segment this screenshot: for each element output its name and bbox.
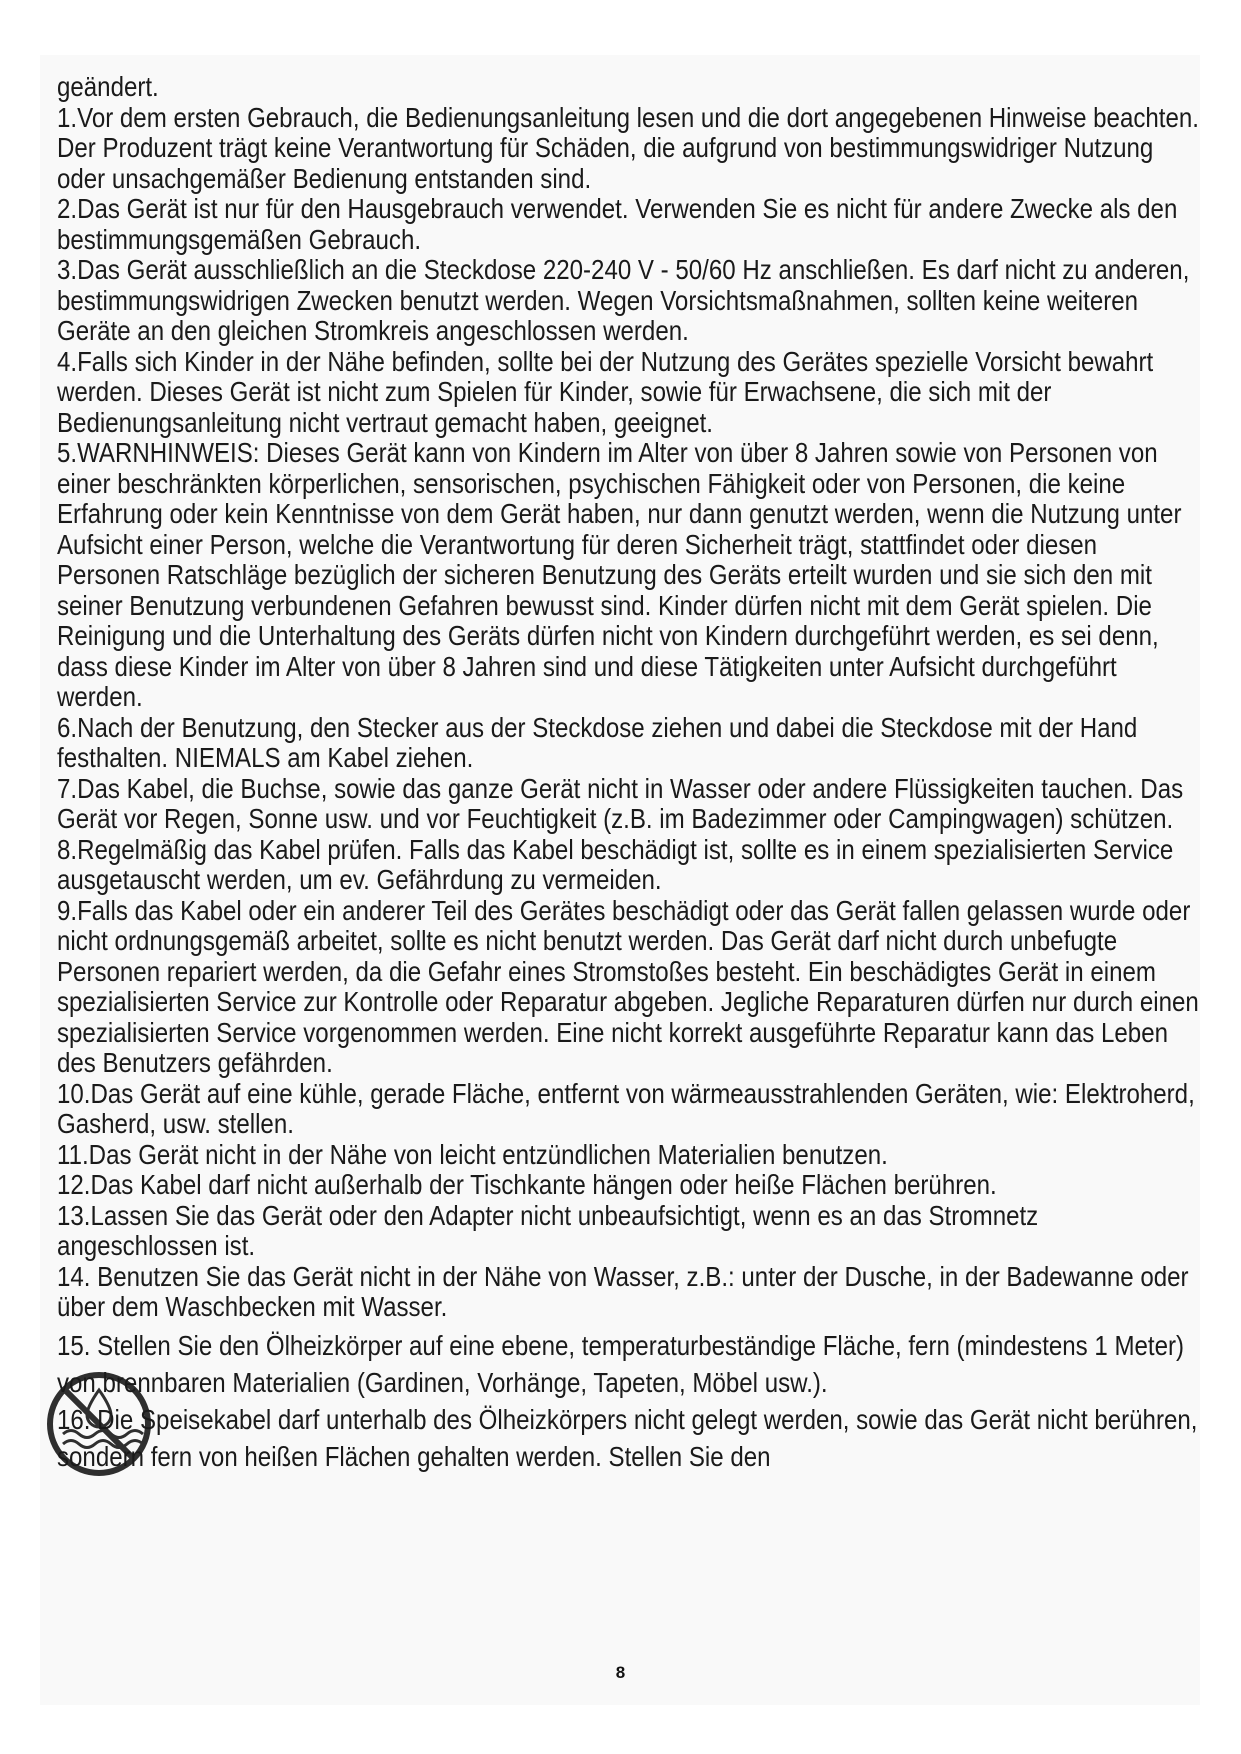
instruction-list-continued bbox=[57, 1327, 1202, 1475]
instruction-item-8: 8.Regelmäßig das Kabel prüfen. Falls das Kabel beschädigt ist, sollte es in einem spezialisierten Service ausgetauscht werden, um ev. Gefährdung zu vermeiden. bbox=[57, 833, 1174, 895]
instruction-item-12: 12.Das Kabel darf nicht außerhalb der Tischkante hängen oder heiße Flächen berühren. bbox=[57, 1169, 997, 1200]
page-number: 8 bbox=[615, 1663, 626, 1682]
instruction-item-4: 4.Falls sich Kinder in der Nähe befinden, sollte bei der Nutzung des Gerätes spezielle Vorsicht bewahrt werden. Dieses Gerät ist nicht zum Spielen für Kinder, sowie für Erwachsene, die sich mit der Bedienungsanleitung nicht vertraut gemacht haben, geeignet. bbox=[57, 345, 1154, 438]
instruction-list bbox=[57, 72, 1202, 1323]
instruction-item-1: 1.Vor dem ersten Gebrauch, die Bedienungsanleitung lesen und die dort angegebenen Hinweise beachten. Der Produzent trägt keine Verantwortung für Schäden, die aufgrund von bestimmungswidriger Nutzung oder unsachgemäßer Bedienung entstanden sind. bbox=[57, 101, 1199, 194]
intro-text: geändert. bbox=[57, 71, 159, 102]
instruction-item-7: 7.Das Kabel, die Buchse, sowie das ganze Gerät nicht in Wasser oder andere Flüssigkeiten tauchen. Das Gerät vor Regen, Sonne usw. und vor Feuchtigkeit (z.B. im Badezimmer oder Campingwagen) schützen. bbox=[57, 772, 1184, 834]
instruction-item-13: 13.Lassen Sie das Gerät oder den Adapter nicht unbeaufsichtigt, wenn es an das Stromnetz angeschlossen ist. bbox=[57, 1199, 1039, 1261]
instruction-item-15: 15. Stellen Sie den Ölheizkörper auf eine ebene, temperaturbeständige Fläche, fern (mindestens 1 Meter) von brennbaren Materialien (Gardinen, Vorhänge, Tapeten, Möbel usw.). bbox=[57, 1329, 1185, 1398]
no-water-icon bbox=[43, 1368, 155, 1480]
instruction-item-2: 2.Das Gerät ist nur für den Hausgebrauch verwendet. Verwenden Sie es nicht für andere Zwecke als den bestimmungsgemäßen Gebrauch. bbox=[57, 193, 1178, 255]
instruction-item-9: 9.Falls das Kabel oder ein anderer Teil des Gerätes beschädigt oder das Gerät fallen gelassen wurde oder nicht ordnungsgemäß arbeitet, sollte es nicht benutzt werden. Das Gerät darf nicht durch unbefugte Personen repariert werden, da die Gefahr eines Stromstoßes besteht. Ein beschädigtes Gerät in einem spezialisierten Service zur Kontrolle oder Reparatur abgeben. Jegliche Reparaturen dürfen nur durch einen spezialisierten Service vorgenommen werden. Eine nicht korrekt ausgeführte Reparatur kann das Leben des Benutzers gefährden. bbox=[57, 894, 1199, 1078]
instruction-item-11: 11.Das Gerät nicht in der Nähe von leicht entzündlichen Materialien benutzen. bbox=[57, 1138, 888, 1170]
instruction-item-14: 14. Benutzen Sie das Gerät nicht in der Nähe von Wasser, z.B.: unter der Dusche, in der Badewanne oder über dem Waschbecken mit Wasser. bbox=[57, 1260, 1189, 1322]
document-body bbox=[57, 72, 1202, 1475]
instruction-item-16: 16. Die Speisekabel darf unterhalb des Ölheizkörpers nicht gelegt werden, sowie das Gerät nicht berühren, sondern fern von heißen Flächen gehalten werden. Stellen Sie den bbox=[57, 1403, 1198, 1472]
instruction-item-6: 6.Nach der Benutzung, den Stecker aus der Steckdose ziehen und dabei die Steckdose mit der Hand festhalten. NIEMALS am Kabel ziehen. bbox=[57, 711, 1138, 773]
instruction-item-10: 10.Das Gerät auf eine kühle, gerade Fläche, entfernt von wärmeausstrahlenden Geräten, wie: Elektroherd, Gasherd, usw. stellen. bbox=[57, 1077, 1195, 1139]
instruction-item-5: 5.WARNHINWEIS: Dieses Gerät kann von Kindern im Alter von über 8 Jahren sowie von Personen von einer beschränkten körperlichen, sensorischen, psychischen Fähigkeit oder von Personen, die keine Erfahrung oder kein Kenntnisse von dem Gerät haben, nur dann genutzt werden, wenn die Nutzung unter Aufsicht einer Person, welche die Verantwortung für deren Sicherheit trägt, stattfindet oder diesen Personen Ratschläge bezüglich der sicheren Benutzung des Geräts erteilt wurden und sie sich den mit seiner Benutzung verbundenen Gefahren bewusst sind. Kinder dürfen nicht mit dem Gerät spielen. Die Reinigung und die Unterhaltung des Geräts dürfen nicht von Kindern durchgeführt werden, es sei denn, dass diese Kinder im Alter von über 8 Jahren sind und diese Tätigkeiten unter Aufsicht durchgeführt werden. bbox=[57, 437, 1182, 712]
instruction-item-3: 3.Das Gerät ausschließlich an die Steckdose 220-240 V - 50/60 Hz anschließen. Es darf nicht zu anderen, bestimmungswidrigen Zwecken benutzt werden. Wegen Vorsichtsmaßnahmen, sollten keine weiteren Geräte an den gleichen Stromkreis angeschlossen werden. bbox=[57, 254, 1190, 346]
